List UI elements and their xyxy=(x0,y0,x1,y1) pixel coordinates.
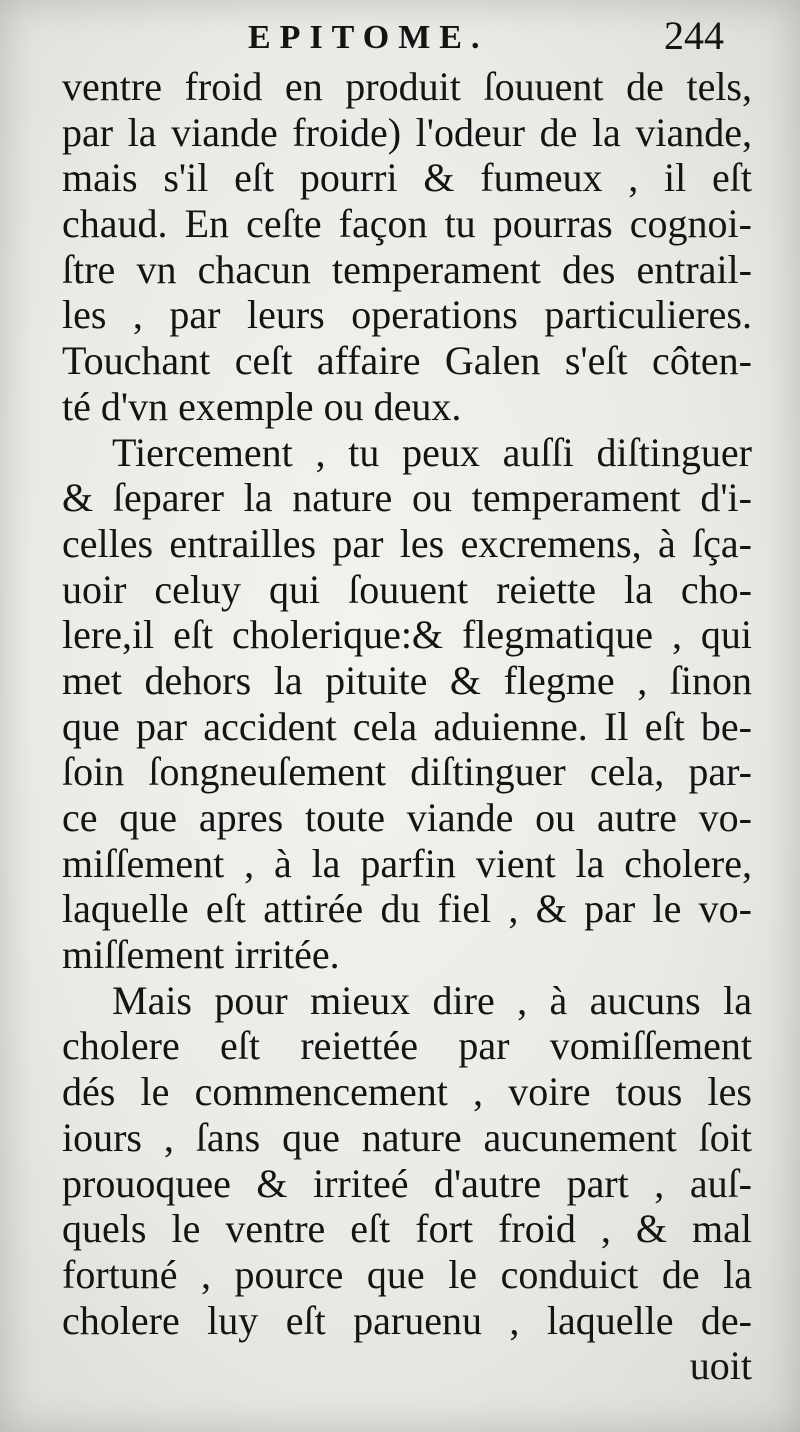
paragraph-first-line: Tiercement , tu peux auſſi diſtinguer xyxy=(112,429,752,475)
text-line: ſoin ſongneuſement diſtinguer cela, par- xyxy=(62,749,752,795)
text-line: quels le ventre eſt fort froid , & mal xyxy=(62,1206,752,1252)
text-line: miſſement , à la parfin vient la cholere, xyxy=(62,840,752,886)
page-header xyxy=(0,13,800,58)
catchword: uoit xyxy=(689,1343,752,1389)
text-line: iours , ſans que nature aucunement ſoit xyxy=(62,1114,752,1160)
text-line: ventre froid en produit ſouuent de tels, xyxy=(62,64,752,109)
text-line: par la viande froide) l'odeur de la viande, xyxy=(62,109,752,155)
text-line: celles entrailles par les excremens, à ſça- xyxy=(62,520,752,566)
text-line: Touchant ceſt affaire Galen s'eſt côten- xyxy=(62,338,752,384)
text-line: chaud. En ceſte façon tu pourras cognoi- xyxy=(62,201,752,247)
text-line: mais s'il eſt pourri & fumeux , il eſt xyxy=(62,155,752,201)
body-text xyxy=(62,64,752,1389)
text-line: met dehors la pituite & flegme , ſinon xyxy=(62,657,752,703)
page-number: 244 xyxy=(664,13,724,58)
text-line: fortuné , pource que le conduict de la xyxy=(62,1251,752,1297)
text-line: que par accident cela aduienne. Il eſt be- xyxy=(62,703,752,749)
running-head: EPITOME. xyxy=(248,19,489,56)
text-line: prouoquee & irriteé d'autre part , auſ- xyxy=(62,1160,752,1206)
text-line: ce que apres toute viande ou autre vo- xyxy=(62,795,752,840)
text-line: cholere luy eſt paruenu , laquelle de- xyxy=(62,1297,752,1343)
text-line: & ſeparer la nature ou temperament d'i- xyxy=(62,475,752,521)
text-line: ſtre vn chacun temperament des entrail- xyxy=(62,246,752,292)
text-line: les , par leurs operations particulieres. xyxy=(62,292,752,338)
text-line: cholere eſt reiettée par vomiſſement xyxy=(62,1023,752,1069)
text-line: lere,il eſt cholerique:& flegmatique , qui xyxy=(62,612,752,658)
text-line: laquelle eſt attirée du fiel , & par le vo- xyxy=(62,886,752,932)
paragraph-first-line: Mais pour mieux dire , à aucuns la xyxy=(112,977,752,1023)
text-line: té d'vn exemple ou deux. xyxy=(62,383,462,429)
text-line: dés le commencement , voire tous les xyxy=(62,1069,752,1115)
text-line: miſſement irritée. xyxy=(62,932,340,978)
text-line: uoir celuy qui ſouuent reiette la cho- xyxy=(62,566,752,612)
